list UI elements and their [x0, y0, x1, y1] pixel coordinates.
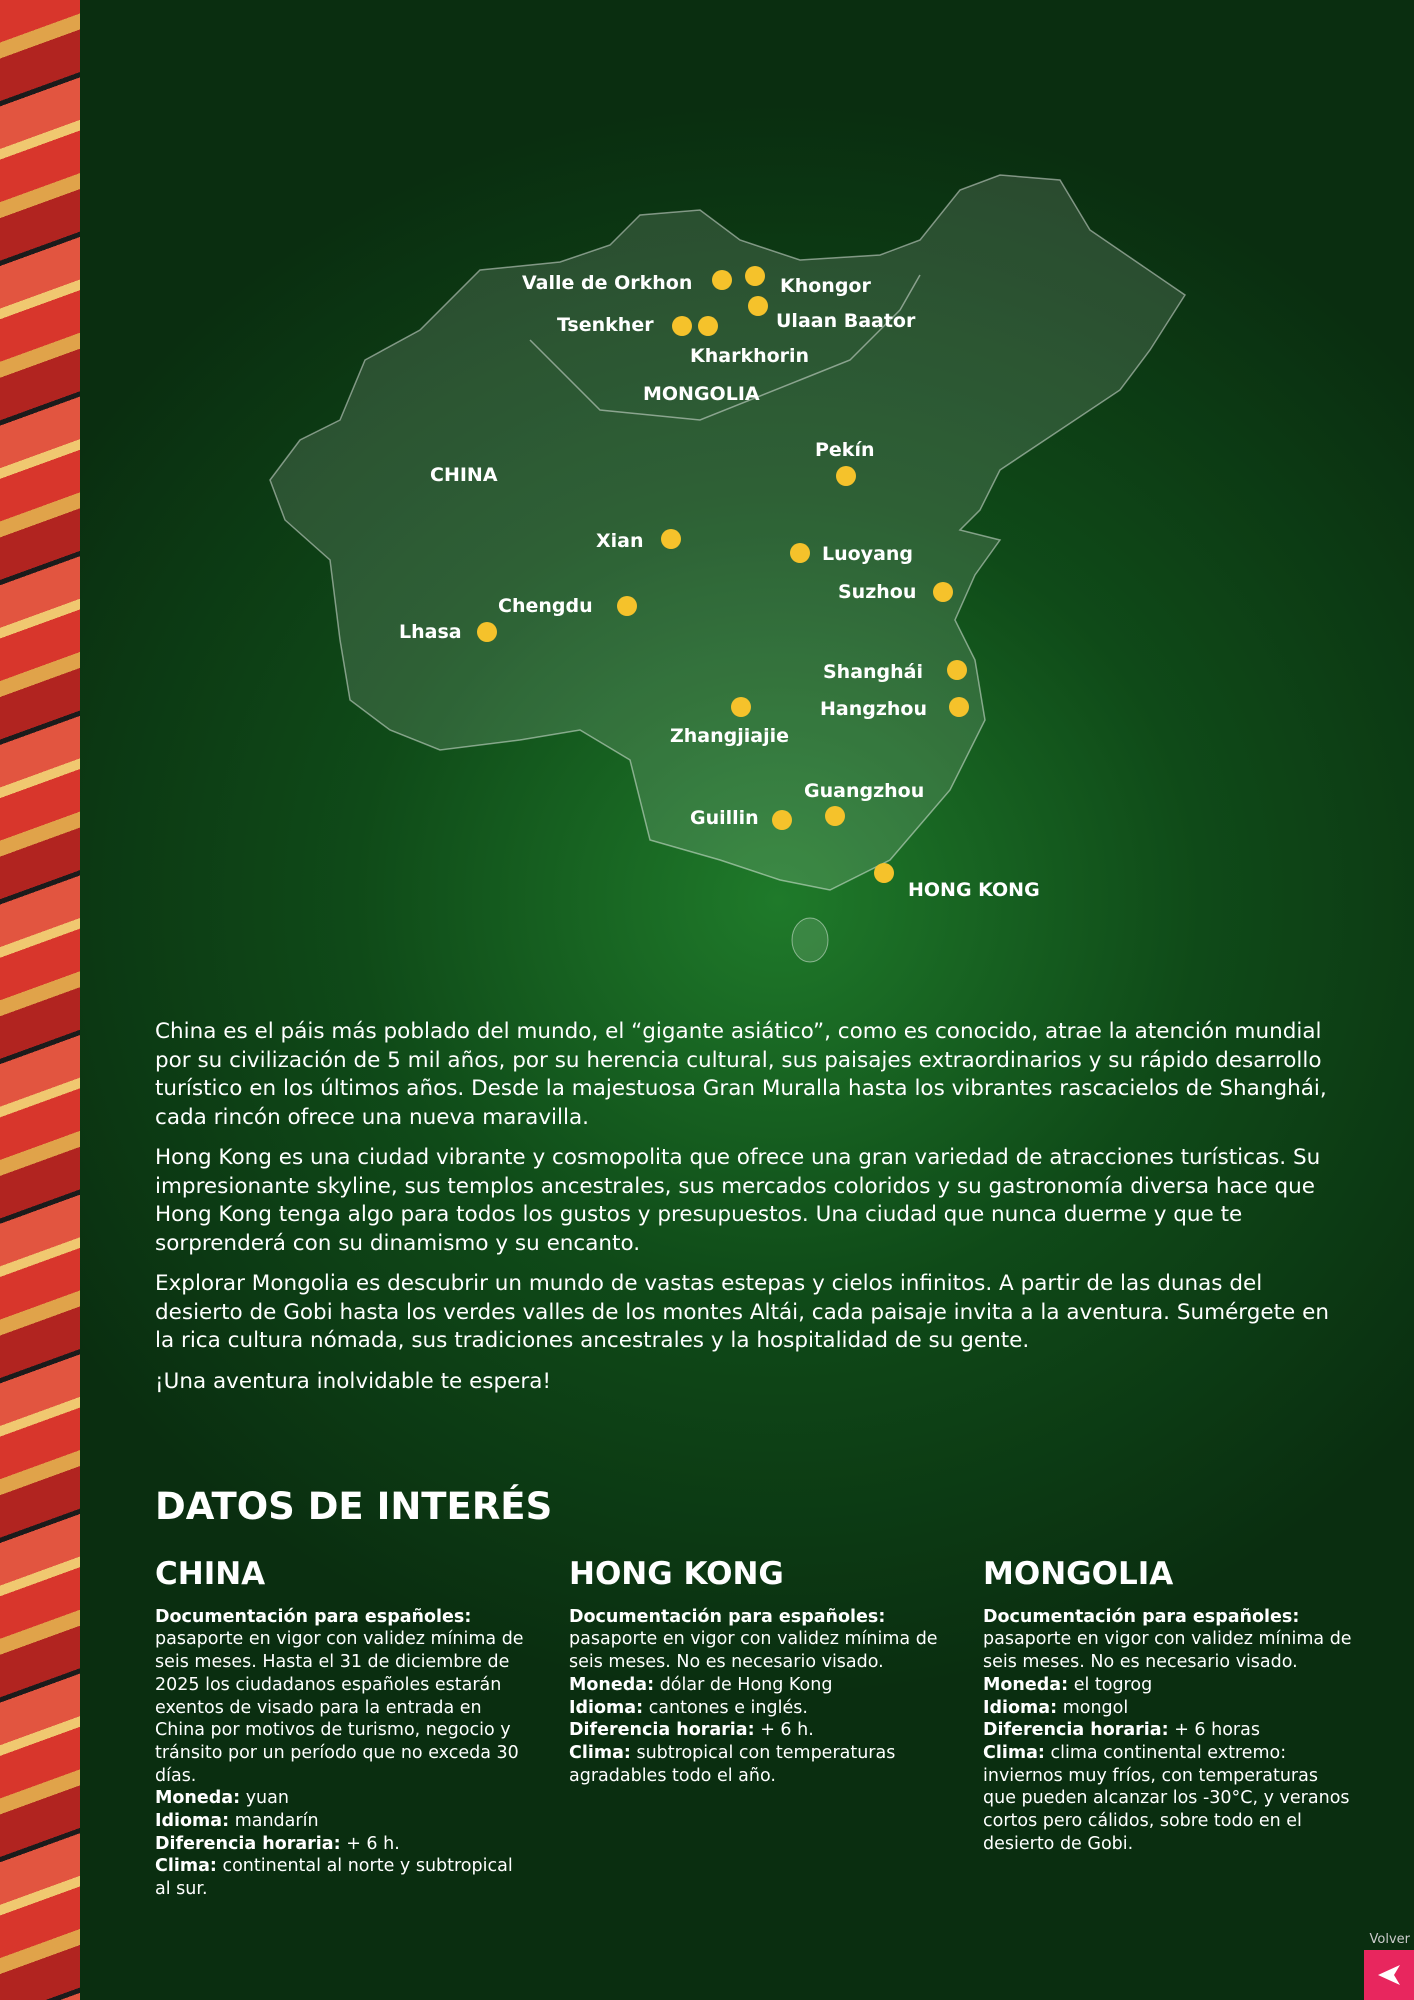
fact-value: cantones e inglés. [648, 1697, 808, 1718]
map-label: Ulaan Baator [776, 310, 916, 332]
city-dot [661, 529, 681, 549]
back-label: Volver [1369, 1932, 1410, 1947]
fact-label: Diferencia horaria: [983, 1720, 1169, 1741]
city-dot [772, 810, 792, 830]
city-dot [947, 660, 967, 680]
fact-value: pasaporte en vigor con validez mínima de seis meses. Hasta el 31 de diciembre de 2025 los ciudadanos españoles estarán exentos de visado para la entrada en China por motivos de turismo, negocio y tránsito por un período que no exceda 30 días. [155, 1629, 524, 1786]
back-button[interactable] [1364, 1950, 1414, 2000]
city-dot [712, 270, 732, 290]
map-label: Valle de Orkhon [522, 272, 693, 294]
intro-paragraph: China es el páis más poblado del mundo, el “gigante asiático”, como es conocido, atrae la atención mundial por su civilización de 5 mil años, por su herencia cultural, sus paisajes extraordinarios y su rápido desarrollo turístico en los últimos años. Desde la majestuosa Gran Muralla hasta los vibrantes rascacielos de Shanghái, cada rincón ofrece una nueva maravilla. [155, 1019, 1327, 1130]
fact-label: Moneda: [569, 1674, 655, 1695]
city-dot [825, 806, 845, 826]
fact-item [569, 1742, 939, 1787]
map-label: Xian [596, 530, 644, 552]
fact-item [155, 1855, 525, 1900]
fact-label: Documentación para españoles: [983, 1606, 1300, 1627]
map-label: Hangzhou [820, 698, 928, 720]
country-info [569, 1556, 939, 1787]
fact-label: Diferencia horaria: [155, 1833, 341, 1854]
fact-item [155, 1833, 525, 1856]
city-dot [672, 316, 692, 336]
map-label: Tsenkher [557, 314, 654, 336]
fact-value: dólar de Hong Kong [659, 1674, 833, 1695]
fact-label: Idioma: [155, 1811, 230, 1832]
map-label: Guillin [690, 807, 759, 829]
fact-value: mandarín [234, 1811, 319, 1832]
fact-label: Clima: [569, 1742, 631, 1763]
map-label: Guangzhou [804, 780, 925, 802]
country-facts [983, 1606, 1353, 1856]
city-dot [790, 543, 810, 563]
map-label: CHINA [430, 464, 498, 486]
fact-item [155, 1787, 525, 1810]
fact-item [983, 1606, 1353, 1674]
fact-item [983, 1742, 1353, 1856]
fact-label: Idioma: [569, 1697, 644, 1718]
fact-label: Clima: [155, 1856, 217, 1877]
fact-item [983, 1674, 1353, 1697]
fact-label: Documentación para españoles: [569, 1606, 886, 1627]
section-title: DATOS DE INTERÉS [155, 1485, 553, 1528]
fact-value: + 6 h. [760, 1720, 814, 1741]
map-label: MONGOLIA [643, 383, 760, 405]
intro-text [155, 1018, 1345, 1408]
fact-value: pasaporte en vigor con validez mínima de seis meses. No es necesario visado. [569, 1629, 938, 1673]
fact-value: + 6 horas [1174, 1720, 1260, 1741]
map-label: Lhasa [399, 621, 462, 643]
map-label: Zhangjiajie [670, 725, 790, 747]
map-label: Khongor [780, 275, 871, 297]
fact-value: el togrog [1073, 1674, 1153, 1695]
country-facts [569, 1606, 939, 1788]
fact-value: mongol [1062, 1697, 1129, 1718]
map-label: HONG KONG [908, 879, 1040, 901]
fact-label: Documentación para españoles: [155, 1606, 472, 1627]
map-label: Luoyang [822, 543, 914, 565]
fact-label: Moneda: [983, 1674, 1069, 1695]
map-label: Suzhou [838, 581, 917, 603]
city-dot [617, 596, 637, 616]
fact-label: Moneda: [155, 1788, 241, 1809]
city-dot [698, 316, 718, 336]
fact-item [155, 1606, 525, 1788]
fact-value: subtropical con temperaturas agradables todo el año. [569, 1742, 896, 1786]
fact-value: clima continental extremo: inviernos muy fríos, con temperaturas que pueden alcanzar los -30°C, y veranos cortos pero cálidos, sobre todo en el desierto de Gobi. [983, 1742, 1350, 1854]
city-dot [836, 466, 856, 486]
intro-paragraph: ¡Una aventura inolvidable te espera! [155, 1368, 552, 1394]
country-name: CHINA [155, 1556, 266, 1592]
intro-paragraph: Hong Kong es una ciudad vibrante y cosmopolita que ofrece una gran variedad de atracciones turísticas. Su impresionante skyline, sus templos ancestrales, sus mercados coloridos y su gastronomía diversa hace que Hong Kong tenga algo para todos los gustos y presupuestos. Una ciudad que nunca duerme y que te sorprenderá con su dinamismo y su encanto. [155, 1145, 1321, 1256]
city-dot [731, 697, 751, 717]
fact-item [569, 1719, 939, 1742]
fact-value: continental al norte y subtropical al sur. [155, 1856, 513, 1900]
fact-item [983, 1697, 1353, 1720]
fact-item [569, 1606, 939, 1674]
fact-item [983, 1719, 1353, 1742]
city-dot [949, 697, 969, 717]
fact-value: yuan [245, 1788, 289, 1809]
city-dot [745, 266, 765, 286]
map-label: Kharkhorin [690, 345, 810, 367]
city-dot [477, 622, 497, 642]
city-dot [748, 296, 768, 316]
fact-value: + 6 h. [346, 1833, 400, 1854]
country-facts [155, 1606, 525, 1901]
intro-paragraph: Explorar Mongolia es descubrir un mundo de vastas estepas y cielos infinitos. A partir de las dunas del desierto de Gobi hasta los verdes valles de los montes Altái, cada paisaje invita a la aventura. Sumérgete en la rica cultura nómada, sus tradiciones ancestrales y la hospitalidad de su gente. [155, 1271, 1329, 1353]
fact-label: Diferencia horaria: [569, 1720, 755, 1741]
city-dot [933, 582, 953, 602]
country-info [983, 1556, 1353, 1855]
fact-label: Clima: [983, 1742, 1045, 1763]
fact-label: Idioma: [983, 1697, 1058, 1718]
back-arrow-icon [1376, 1963, 1402, 1987]
country-name: MONGOLIA [983, 1556, 1174, 1592]
map-label: Shanghái [823, 661, 924, 683]
fact-item [569, 1697, 939, 1720]
fact-value: pasaporte en vigor con validez mínima de seis meses. No es necesario visado. [983, 1629, 1352, 1673]
city-dot [874, 863, 894, 883]
map-label: Pekín [815, 439, 875, 461]
fact-item [569, 1674, 939, 1697]
map-label: Chengdu [498, 595, 593, 617]
country-info [155, 1556, 525, 1901]
country-name: HONG KONG [569, 1556, 784, 1592]
fact-item [155, 1810, 525, 1833]
